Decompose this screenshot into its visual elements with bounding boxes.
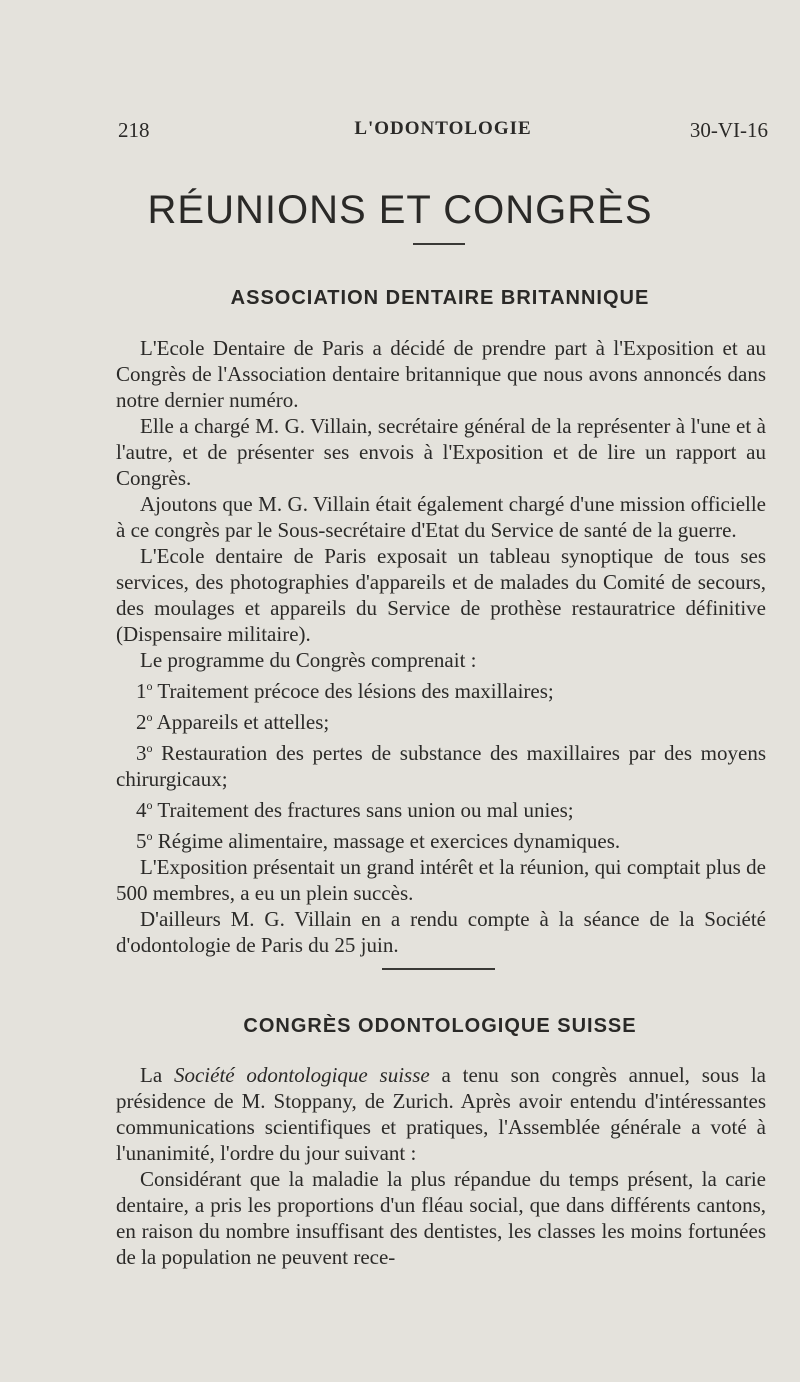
list-text: Appareils et attelles; xyxy=(156,710,330,734)
running-header xyxy=(118,118,768,148)
paragraph: L'Ecole dentaire de Paris exposait un tableau synoptique de tous ses services, des photographies d'appareils et de malades du Comité de secours, des moulages et appareils du Service de prothèse restauratrice définitive (Dispensaire militaire). xyxy=(116,544,766,646)
list-number: 5$^o$ xyxy=(136,829,153,853)
title-rule xyxy=(413,243,465,245)
text-lead: La xyxy=(140,1063,163,1087)
issue-date: 30-VI-16 xyxy=(689,118,768,142)
list-item xyxy=(116,673,766,704)
list-text: Traitement précoce des lésions des maxillaires; xyxy=(157,679,554,703)
list-text: Régime alimentaire, massage et exercices dynamiques. xyxy=(157,829,621,853)
list-item xyxy=(116,704,766,735)
paragraph xyxy=(116,1062,766,1166)
list-item xyxy=(116,792,766,823)
list-text: Restauration des pertes de substance des maxillaires par des moyens chirurgicaux; xyxy=(116,741,766,791)
paragraph: L'Exposition présentait un grand intérêt et la réunion, qui comptait plus de 500 membres, a eu un plein succès. xyxy=(116,855,766,905)
section-title-british: ASSOCIATION DENTAIRE BRITANNIQUE xyxy=(230,287,650,309)
page-number: 218 xyxy=(118,118,150,142)
list-number: 2$^o$ xyxy=(136,710,153,734)
paragraph: L'Ecole Dentaire de Paris a décidé de prendre part à l'Exposition et au Congrès de l'Association dentaire britannique que nous avons annoncés dans notre dernier numéro. xyxy=(116,336,766,412)
paragraph: Ajoutons que M. G. Villain était également chargé d'une mission officielle à ce congrès par le Sous-secrétaire d'Etat du Service de santé de la guerre. xyxy=(116,492,766,542)
section-divider xyxy=(382,968,495,970)
page-title: RÉUNIONS ET CONGRÈS xyxy=(147,188,653,232)
list-text: Traitement des fractures sans union ou mal unies; xyxy=(157,798,574,822)
list-number: 1$^o$ xyxy=(136,679,153,703)
list-number: 4$^o$ xyxy=(136,798,153,822)
list-number: 3$^o$ xyxy=(136,741,153,765)
journal-title: L'ODONTOLOGIE xyxy=(354,118,532,139)
section-body-swiss xyxy=(116,1062,766,1270)
section-body-british xyxy=(116,335,766,958)
paragraph: Elle a chargé M. G. Villain, secrétaire général de la représenter à l'une et à l'autre, et de présenter ses envois à l'Exposition et de lire un rapport au Congrès. xyxy=(116,414,766,490)
paragraph: Le programme du Congrès comprenait : xyxy=(140,648,477,672)
paragraph: Considérant que la maladie la plus répandue du temps présent, la carie dentaire, a pris les proportions d'un fléau social, que dans différents cantons, en raison du nombre insuffisant des dentistes, les classes les moins fortunées de la population ne peuvent rece- xyxy=(116,1167,766,1269)
paragraph: D'ailleurs M. G. Villain en a rendu compte à la séance de la Société d'odontologie de Paris du 25 juin. xyxy=(116,907,766,957)
text-rest: a tenu son congrès annuel, sous la présidence de M. Stoppany, de Zurich. Après avoir entendu d'intéressantes communications scientifiques et pratiques, l'Assemblée générale a voté à l'unanimité, l'ordre du jour suivant : xyxy=(116,1063,767,1165)
society-name: Société odontologique suisse xyxy=(173,1063,430,1087)
list-item xyxy=(116,823,766,854)
list-item xyxy=(116,735,766,792)
section-title-swiss: CONGRÈS ODONTOLOGIQUE SUISSE xyxy=(243,1015,637,1037)
